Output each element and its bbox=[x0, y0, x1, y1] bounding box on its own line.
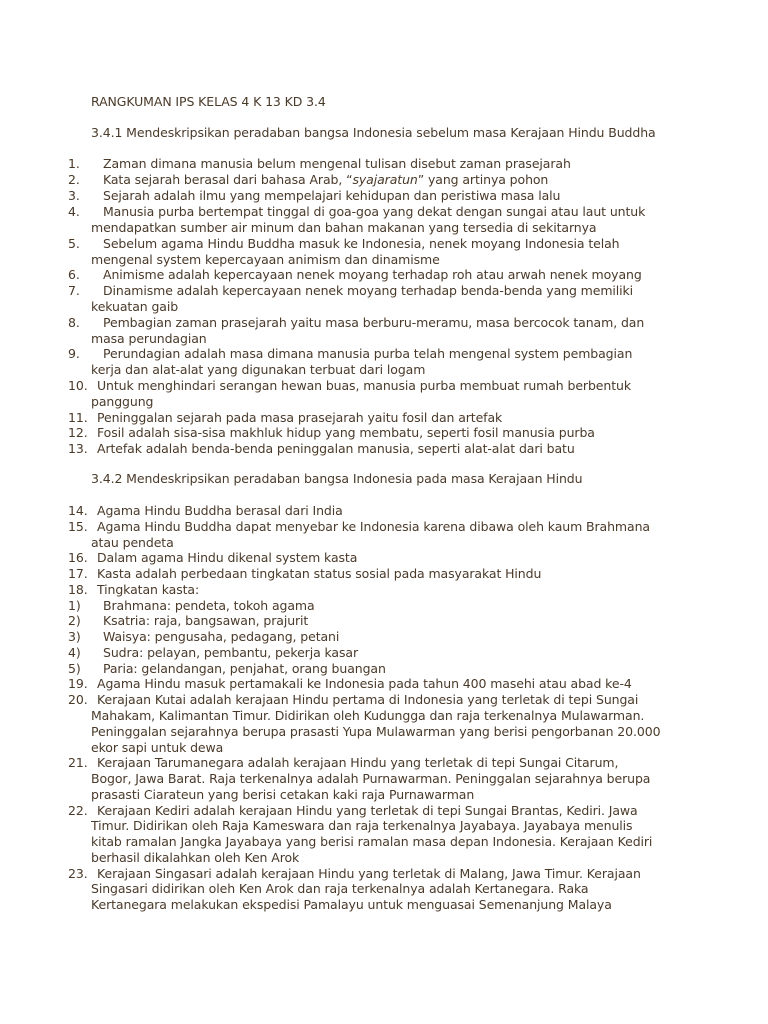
list-text: Kerajaan Kediri adalah kerajaan Hindu yang terletak di tepi Sungai Brantas, Kediri. Jawa bbox=[97, 803, 638, 818]
list-number: 8. bbox=[68, 315, 80, 330]
list-number: 20. bbox=[68, 692, 88, 707]
list-number: 2. bbox=[68, 172, 80, 187]
list-text: Waisya: pengusaha, pedagang, petani bbox=[103, 629, 340, 644]
list-text: mengenal system kepercayaan animism dan dinamisme bbox=[91, 252, 440, 267]
list-text: Kasta adalah perbedaan tingkatan status sosial pada masyarakat Hindu bbox=[97, 566, 542, 581]
list-text: Ksatria: raja, bangsawan, prajurit bbox=[103, 613, 309, 628]
list-number: 11. bbox=[68, 410, 88, 425]
list-number: 15. bbox=[68, 519, 88, 534]
list-text: kekuatan gaib bbox=[91, 299, 179, 314]
list-number: 10. bbox=[68, 378, 88, 393]
list-number: 7. bbox=[68, 283, 80, 298]
list-number: 23. bbox=[68, 866, 88, 881]
list-number: 6. bbox=[68, 267, 80, 282]
section-heading-1: 3.4.1 Mendeskripsikan peradaban bangsa Indonesia sebelum masa Kerajaan Hindu Buddha bbox=[91, 125, 656, 140]
list-text: Timur. Didirikan oleh Raja Kameswara dan raja terkenalnya Jayabaya. Jayabaya menulis bbox=[91, 818, 633, 833]
italic-term: syajaratun bbox=[352, 172, 418, 187]
list-text: Pembagian zaman prasejarah yaitu masa berburu-meramu, masa bercocok tanam, dan bbox=[103, 315, 645, 330]
list-text: Manusia purba bertempat tinggal di goa-goa yang dekat dengan sungai atau laut untuk bbox=[103, 204, 646, 219]
list-text: Kertanegara melakukan ekspedisi Pamalayu untuk menguasai Semenanjung Malaya bbox=[91, 897, 612, 912]
list-number: 1. bbox=[68, 156, 80, 171]
list-number: 5. bbox=[68, 236, 80, 251]
list-text: panggung bbox=[91, 394, 154, 409]
list-number: 21. bbox=[68, 755, 88, 770]
list-text: Singasari didirikan oleh Ken Arok dan raja terkenalnya adalah Kertanegara. Raka bbox=[91, 881, 589, 896]
document-title: RANGKUMAN IPS KELAS 4 K 13 KD 3.4 bbox=[91, 94, 326, 109]
list-text: Agama Hindu masuk pertamakali ke Indonesia pada tahun 400 masehi atau abad ke-4 bbox=[97, 676, 632, 691]
list-number: 5) bbox=[68, 661, 81, 676]
list-text: Agama Hindu Buddha berasal dari India bbox=[97, 503, 343, 518]
list-number: 4) bbox=[68, 645, 81, 660]
list-text: kitab ramalan Jangka Jayabaya yang berisi ramalan masa depan Indonesia. Kerajaan Kediri bbox=[91, 834, 653, 849]
list-text: Kerajaan Tarumanegara adalah kerajaan Hindu yang terletak di tepi Sungai Citarum, bbox=[97, 755, 619, 770]
list-text: Brahmana: pendeta, tokoh agama bbox=[103, 598, 315, 613]
list-number: 13. bbox=[68, 441, 88, 456]
list-text: kerja dan alat-alat yang digunakan terbuat dari logam bbox=[91, 362, 426, 377]
list-text: berhasil dikalahkan oleh Ken Arok bbox=[91, 850, 300, 865]
list-text: masa perundagian bbox=[91, 331, 207, 346]
list-text: Untuk menghindari serangan hewan buas, manusia purba membuat rumah berbentuk bbox=[97, 378, 631, 393]
list-text: Sudra: pelayan, pembantu, pekerja kasar bbox=[103, 645, 358, 660]
list-text: atau pendeta bbox=[91, 535, 174, 550]
list-text: Dalam agama Hindu dikenal system kasta bbox=[97, 550, 358, 565]
list-number: 14. bbox=[68, 503, 88, 518]
list-number: 9. bbox=[68, 346, 80, 361]
list-text: Peninggalan sejarahnya berupa prasasti Yupa Mulawarman yang berisi pengorbanan 20.000 bbox=[91, 724, 661, 739]
list-text: Perundagian adalah masa dimana manusia purba telah mengenal system pembagian bbox=[103, 346, 633, 361]
list-text: Dinamisme adalah kepercayaan nenek moyang terhadap benda-benda yang memiliki bbox=[103, 283, 634, 298]
list-number: 2) bbox=[68, 613, 81, 628]
list-number: 16. bbox=[68, 550, 88, 565]
list-text: Animisme adalah kepercayaan nenek moyang terhadap roh atau arwah nenek moyang bbox=[103, 267, 642, 282]
list-text: Kerajaan Singasari adalah kerajaan Hindu yang terletak di Malang, Jawa Timur. Kerajaan bbox=[97, 866, 641, 881]
list-number: 19. bbox=[68, 676, 88, 691]
list-number: 17. bbox=[68, 566, 88, 581]
list-text: prasasti Ciarateun yang berisi cetakan kaki raja Purnawarman bbox=[91, 787, 475, 802]
list-text: ekor sapi untuk dewa bbox=[91, 740, 224, 755]
list-text: Artefak adalah benda-benda peninggalan manusia, seperti alat-alat dari batu bbox=[97, 441, 575, 456]
list-text: Kerajaan Kutai adalah kerajaan Hindu pertama di Indonesia yang terletak di tepi Sungai bbox=[97, 692, 639, 707]
list-text: Zaman dimana manusia belum mengenal tulisan disebut zaman prasejarah bbox=[103, 156, 571, 171]
list-number: 4. bbox=[68, 204, 80, 219]
list-text: Agama Hindu Buddha dapat menyebar ke Indonesia karena dibawa oleh kaum Brahmana bbox=[97, 519, 650, 534]
list-number: 12. bbox=[68, 425, 88, 440]
list-number: 1) bbox=[68, 598, 81, 613]
list-text: Fosil adalah sisa-sisa makhluk hidup yang membatu, seperti fosil manusia purba bbox=[97, 425, 595, 440]
list-text: Mahakam, Kalimantan Timur. Didirikan oleh Kudungga dan raja terkenalnya Mulawarman. bbox=[91, 708, 645, 723]
list-text: Tingkatan kasta: bbox=[97, 582, 200, 597]
list-text: Peninggalan sejarah pada masa prasejarah yaitu fosil dan artefak bbox=[97, 410, 503, 425]
list-text: Bogor, Jawa Barat. Raja terkenalnya adalah Purnawarman. Peninggalan sejarahnya berupa bbox=[91, 771, 651, 786]
list-text: Paria: gelandangan, penjahat, orang buangan bbox=[103, 661, 386, 676]
section-heading-2: 3.4.2 Mendeskripsikan peradaban bangsa Indonesia pada masa Kerajaan Hindu bbox=[91, 471, 583, 486]
list-text: Kata sejarah berasal dari bahasa Arab, “syajaratun” yang artinya pohon bbox=[103, 172, 549, 187]
list-text: Sejarah adalah ilmu yang mempelajari kehidupan dan peristiwa masa lalu bbox=[103, 188, 561, 203]
list-number: 3. bbox=[68, 188, 80, 203]
list-text: Sebelum agama Hindu Buddha masuk ke Indonesia, nenek moyang Indonesia telah bbox=[103, 236, 620, 251]
list-number: 3) bbox=[68, 629, 81, 644]
list-text: mendapatkan sumber air minum dan bahan makanan yang tersedia di sekitarnya bbox=[91, 220, 597, 235]
list-number: 22. bbox=[68, 803, 88, 818]
list-number: 18. bbox=[68, 582, 88, 597]
